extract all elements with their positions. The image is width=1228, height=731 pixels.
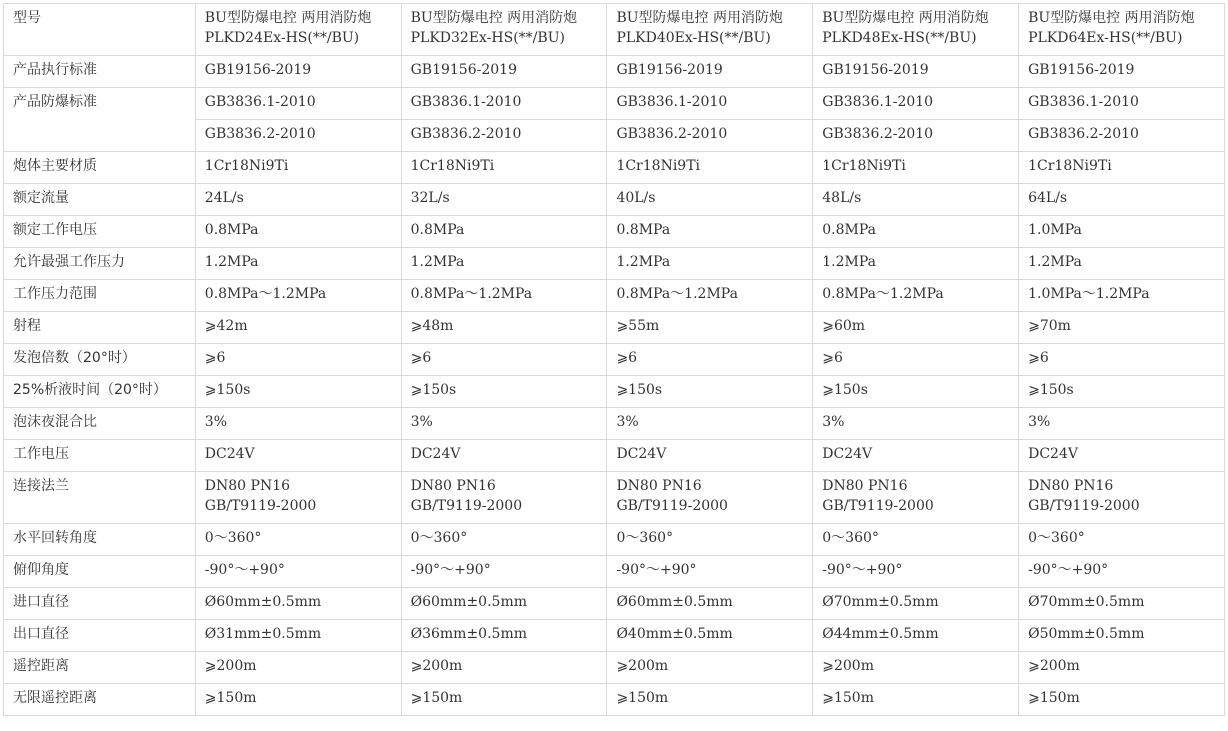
- table-cell: ⩾150s: [607, 376, 813, 408]
- table-cell: DN80 PN16 GB/T9119-2000: [607, 472, 813, 524]
- table-cell: ⩾150s: [195, 376, 401, 408]
- table-cell: Ø31mm±0.5mm: [195, 620, 401, 652]
- table-cell: DC24V: [607, 440, 813, 472]
- table-cell: Ø50mm±0.5mm: [1019, 620, 1225, 652]
- table-cell: Ø60mm±0.5mm: [401, 588, 607, 620]
- table-row: [4, 652, 1225, 684]
- table-cell: 0.8MPa: [607, 216, 813, 248]
- row-label: 泡沫夜混合比: [4, 408, 196, 440]
- table-cell: ⩾55m: [607, 312, 813, 344]
- table-row: [4, 588, 1225, 620]
- table-cell: 1.0MPa: [1019, 216, 1225, 248]
- table-cell: 0.8MPa: [195, 216, 401, 248]
- table-cell: ⩾150m: [401, 684, 607, 716]
- table-cell: Ø44mm±0.5mm: [813, 620, 1019, 652]
- model-header: BU型防爆电控 两用消防炮 PLKD24Ex-HS(**/BU): [195, 4, 401, 56]
- row-label: 产品执行标准: [4, 56, 196, 88]
- table-cell: 0～360°: [1019, 524, 1225, 556]
- row-label: 额定流量: [4, 184, 196, 216]
- table-cell: DN80 PN16 GB/T9119-2000: [195, 472, 401, 524]
- table-row: [4, 280, 1225, 312]
- table-cell: 3%: [1019, 408, 1225, 440]
- table-cell: ⩾6: [401, 344, 607, 376]
- table-cell: ⩾150m: [195, 684, 401, 716]
- table-cell: 1.2MPa: [607, 248, 813, 280]
- table-row: [4, 184, 1225, 216]
- table-cell: ⩾150m: [1019, 684, 1225, 716]
- table-cell: Ø36mm±0.5mm: [401, 620, 607, 652]
- row-label: 炮体主要材质: [4, 152, 196, 184]
- table-cell: 0.8MPa～1.2MPa: [813, 280, 1019, 312]
- table-cell: ⩾6: [1019, 344, 1225, 376]
- table-cell: GB3836.2-2010: [401, 120, 607, 152]
- table-cell: 0～360°: [813, 524, 1019, 556]
- row-label: 允许最强工作压力: [4, 248, 196, 280]
- table-cell: 0.8MPa: [813, 216, 1019, 248]
- table-cell: -90°～+90°: [1019, 556, 1225, 588]
- table-cell: ⩾150s: [813, 376, 1019, 408]
- row-label: 无限遥控距离: [4, 684, 196, 716]
- row-label: 遥控距离: [4, 652, 196, 684]
- table-row: [4, 56, 1225, 88]
- row-label: 射程: [4, 312, 196, 344]
- table-cell: 0～360°: [607, 524, 813, 556]
- table-cell: 3%: [195, 408, 401, 440]
- table-cell: GB19156-2019: [1019, 56, 1225, 88]
- model-header: BU型防爆电控 两用消防炮 PLKD40Ex-HS(**/BU): [607, 4, 813, 56]
- table-cell: 1Cr18Ni9Ti: [607, 152, 813, 184]
- row-label: 25%析液时间（20°时）: [4, 376, 196, 408]
- table-cell: -90°～+90°: [607, 556, 813, 588]
- table-cell: 0.8MPa: [401, 216, 607, 248]
- table-cell: 32L/s: [401, 184, 607, 216]
- table-cell: ⩾150m: [813, 684, 1019, 716]
- table-cell: ⩾48m: [401, 312, 607, 344]
- row-label: 发泡倍数（20°时）: [4, 344, 196, 376]
- table-cell: 1.2MPa: [401, 248, 607, 280]
- table-cell: 0.8MPa～1.2MPa: [607, 280, 813, 312]
- model-header: BU型防爆电控 两用消防炮 PLKD32Ex-HS(**/BU): [401, 4, 607, 56]
- row-label: 俯仰角度: [4, 556, 196, 588]
- table-cell: ⩾42m: [195, 312, 401, 344]
- table-row: [4, 88, 1225, 120]
- table-cell: GB3836.2-2010: [813, 120, 1019, 152]
- table-cell: 3%: [813, 408, 1019, 440]
- table-cell: 40L/s: [607, 184, 813, 216]
- table-cell: 48L/s: [813, 184, 1019, 216]
- table-row: [4, 312, 1225, 344]
- table-row: [4, 684, 1225, 716]
- table-cell: DN80 PN16 GB/T9119-2000: [1019, 472, 1225, 524]
- table-cell: 0.8MPa～1.2MPa: [195, 280, 401, 312]
- table-cell: GB19156-2019: [195, 56, 401, 88]
- table-cell: Ø40mm±0.5mm: [607, 620, 813, 652]
- table-cell: GB3836.1-2010: [401, 88, 607, 120]
- table-cell: 1.2MPa: [1019, 248, 1225, 280]
- table-cell: ⩾150s: [401, 376, 607, 408]
- table-cell: 1Cr18Ni9Ti: [195, 152, 401, 184]
- table-cell: DC24V: [195, 440, 401, 472]
- table-cell: GB3836.2-2010: [195, 120, 401, 152]
- table-cell: GB3836.1-2010: [813, 88, 1019, 120]
- table-cell: 3%: [401, 408, 607, 440]
- table-cell: GB3836.1-2010: [607, 88, 813, 120]
- table-cell: Ø70mm±0.5mm: [813, 588, 1019, 620]
- table-row: [4, 216, 1225, 248]
- spec-table: [3, 3, 1225, 716]
- table-cell: 1Cr18Ni9Ti: [1019, 152, 1225, 184]
- table-row: [4, 524, 1225, 556]
- table-cell: ⩾70m: [1019, 312, 1225, 344]
- table-cell: 64L/s: [1019, 184, 1225, 216]
- table-cell: GB19156-2019: [813, 56, 1019, 88]
- table-cell: ⩾150m: [607, 684, 813, 716]
- table-row: [4, 248, 1225, 280]
- table-cell: -90°～+90°: [401, 556, 607, 588]
- row-label: 产品防爆标准: [4, 88, 196, 152]
- table-cell: ⩾6: [607, 344, 813, 376]
- table-cell: -90°～+90°: [195, 556, 401, 588]
- table-cell: GB3836.2-2010: [1019, 120, 1225, 152]
- table-cell: GB3836.1-2010: [195, 88, 401, 120]
- table-cell: ⩾60m: [813, 312, 1019, 344]
- table-cell: DC24V: [401, 440, 607, 472]
- table-cell: 24L/s: [195, 184, 401, 216]
- table-cell: ⩾200m: [401, 652, 607, 684]
- table-cell: 0.8MPa～1.2MPa: [401, 280, 607, 312]
- table-row: [4, 376, 1225, 408]
- table-row: [4, 556, 1225, 588]
- table-row: [4, 472, 1225, 524]
- table-cell: 1Cr18Ni9Ti: [401, 152, 607, 184]
- table-cell: ⩾200m: [1019, 652, 1225, 684]
- row-label: 连接法兰: [4, 472, 196, 524]
- table-cell: ⩾6: [195, 344, 401, 376]
- table-cell: ⩾200m: [813, 652, 1019, 684]
- row-label: 工作压力范围: [4, 280, 196, 312]
- model-header: BU型防爆电控 两用消防炮 PLKD48Ex-HS(**/BU): [813, 4, 1019, 56]
- table-row: [4, 408, 1225, 440]
- table-cell: DN80 PN16 GB/T9119-2000: [401, 472, 607, 524]
- table-cell: 1.2MPa: [195, 248, 401, 280]
- table-cell: DN80 PN16 GB/T9119-2000: [813, 472, 1019, 524]
- model-header: BU型防爆电控 两用消防炮 PLKD64Ex-HS(**/BU): [1019, 4, 1225, 56]
- table-cell: ⩾6: [813, 344, 1019, 376]
- table-cell: ⩾150s: [1019, 376, 1225, 408]
- table-cell: GB3836.2-2010: [607, 120, 813, 152]
- table-header-row: [4, 4, 1225, 56]
- table-cell: ⩾200m: [607, 652, 813, 684]
- table-cell: 3%: [607, 408, 813, 440]
- table-row: [4, 344, 1225, 376]
- row-label: 工作电压: [4, 440, 196, 472]
- table-row: [4, 620, 1225, 652]
- table-cell: -90°～+90°: [813, 556, 1019, 588]
- table-cell: Ø60mm±0.5mm: [195, 588, 401, 620]
- table-cell: 1.2MPa: [813, 248, 1019, 280]
- table-cell: GB19156-2019: [607, 56, 813, 88]
- table-cell: DC24V: [1019, 440, 1225, 472]
- table-cell: GB19156-2019: [401, 56, 607, 88]
- row-label: 出口直径: [4, 620, 196, 652]
- row-label: 额定工作电压: [4, 216, 196, 248]
- table-cell: Ø60mm±0.5mm: [607, 588, 813, 620]
- table-cell: 1Cr18Ni9Ti: [813, 152, 1019, 184]
- table-row: [4, 152, 1225, 184]
- row-label: 进口直径: [4, 588, 196, 620]
- table-cell: ⩾200m: [195, 652, 401, 684]
- row-label: 水平回转角度: [4, 524, 196, 556]
- spec-table-body: [4, 4, 1225, 716]
- table-cell: 1.0MPa～1.2MPa: [1019, 280, 1225, 312]
- table-cell: DC24V: [813, 440, 1019, 472]
- table-row: [4, 440, 1225, 472]
- table-cell: 0～360°: [195, 524, 401, 556]
- header-label: 型号: [4, 4, 196, 56]
- table-cell: GB3836.1-2010: [1019, 88, 1225, 120]
- table-cell: 0～360°: [401, 524, 607, 556]
- table-cell: Ø70mm±0.5mm: [1019, 588, 1225, 620]
